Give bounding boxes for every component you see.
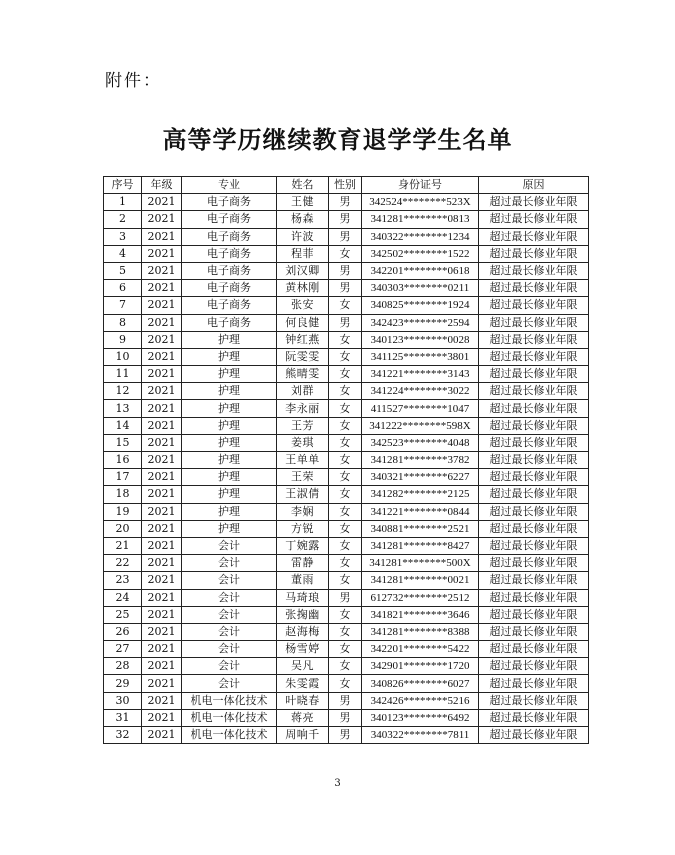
cell-grade: 2021 [142,572,182,589]
cell-id-number: 341125********3801 [362,348,479,365]
cell-name: 王荣 [277,469,329,486]
cell-name: 程菲 [277,245,329,262]
cell-grade: 2021 [142,452,182,469]
cell-reason: 超过最长修业年限 [479,623,589,640]
table-row [104,348,589,365]
cell-gender: 女 [329,331,362,348]
cell-id-number: 342201********5422 [362,641,479,658]
table-row [104,572,589,589]
cell-id-number: 342901********1720 [362,658,479,675]
cell-id-number: 340826********6027 [362,675,479,692]
table-row [104,400,589,417]
cell-major: 护理 [182,383,277,400]
cell-major: 机电一体化技术 [182,709,277,726]
cell-major: 电子商务 [182,314,277,331]
cell-grade: 2021 [142,383,182,400]
cell-name: 王淑倩 [277,486,329,503]
table-row [104,452,589,469]
attachment-label: 附件： [105,71,162,91]
cell-name: 丁婉露 [277,537,329,554]
cell-reason: 超过最长修业年限 [479,589,589,606]
cell-index: 31 [104,709,142,726]
cell-major: 护理 [182,366,277,383]
cell-grade: 2021 [142,211,182,228]
cell-major: 电子商务 [182,245,277,262]
table-row [104,555,589,572]
cell-major: 护理 [182,520,277,537]
cell-index: 17 [104,469,142,486]
cell-name: 王单单 [277,452,329,469]
cell-gender: 女 [329,623,362,640]
cell-id-number: 341821********3646 [362,606,479,623]
cell-index: 26 [104,623,142,640]
cell-index: 32 [104,727,142,744]
cell-major: 护理 [182,348,277,365]
table-row [104,280,589,297]
cell-major: 电子商务 [182,211,277,228]
cell-gender: 男 [329,709,362,726]
cell-gender: 女 [329,366,362,383]
table-body [104,194,589,744]
table-row [104,503,589,520]
table-row [104,366,589,383]
cell-id-number: 342524********523X [362,194,479,211]
cell-index: 13 [104,400,142,417]
cell-name: 刘汉卿 [277,262,329,279]
cell-gender: 女 [329,434,362,451]
cell-reason: 超过最长修业年限 [479,572,589,589]
cell-gender: 女 [329,297,362,314]
table-row [104,262,589,279]
cell-gender: 女 [329,400,362,417]
cell-major: 电子商务 [182,194,277,211]
cell-name: 蒋亮 [277,709,329,726]
cell-index: 19 [104,503,142,520]
cell-index: 7 [104,297,142,314]
cell-id-number: 341281********0813 [362,211,479,228]
cell-index: 5 [104,262,142,279]
table-row [104,211,589,228]
cell-id-number: 340825********1924 [362,297,479,314]
column-header-gender: 性别 [329,177,362,194]
cell-id-number: 340123********0028 [362,331,479,348]
table-row [104,331,589,348]
cell-grade: 2021 [142,297,182,314]
cell-name: 阮雯雯 [277,348,329,365]
cell-reason: 超过最长修业年限 [479,520,589,537]
cell-id-number: 341281********3782 [362,452,479,469]
cell-id-number: 342423********2594 [362,314,479,331]
cell-gender: 男 [329,211,362,228]
cell-id-number: 342426********5216 [362,692,479,709]
cell-grade: 2021 [142,520,182,537]
document-title: 高等学历继续教育退学学生名单 [162,125,513,154]
cell-id-number: 341281********500X [362,555,479,572]
cell-id-number: 411527********1047 [362,400,479,417]
cell-name: 张安 [277,297,329,314]
cell-grade: 2021 [142,555,182,572]
cell-grade: 2021 [142,400,182,417]
cell-index: 4 [104,245,142,262]
cell-name: 许波 [277,228,329,245]
cell-major: 电子商务 [182,262,277,279]
cell-major: 电子商务 [182,228,277,245]
cell-index: 15 [104,434,142,451]
cell-major: 护理 [182,434,277,451]
cell-grade: 2021 [142,331,182,348]
page-number: 3 [334,778,341,789]
table-row [104,314,589,331]
cell-grade: 2021 [142,314,182,331]
cell-index: 2 [104,211,142,228]
cell-id-number: 341281********8388 [362,623,479,640]
cell-grade: 2021 [142,434,182,451]
cell-gender: 男 [329,194,362,211]
cell-grade: 2021 [142,503,182,520]
cell-reason: 超过最长修业年限 [479,245,589,262]
cell-name: 雷静 [277,555,329,572]
cell-major: 会计 [182,623,277,640]
table-row [104,469,589,486]
cell-reason: 超过最长修业年限 [479,383,589,400]
cell-gender: 女 [329,555,362,572]
cell-gender: 女 [329,537,362,554]
cell-name: 杨雪婷 [277,641,329,658]
cell-index: 12 [104,383,142,400]
cell-name: 杨森 [277,211,329,228]
cell-reason: 超过最长修业年限 [479,348,589,365]
cell-id-number: 341281********0021 [362,572,479,589]
cell-name: 李娴 [277,503,329,520]
cell-grade: 2021 [142,675,182,692]
cell-index: 6 [104,280,142,297]
column-header-reason: 原因 [479,177,589,194]
cell-id-number: 341222********598X [362,417,479,434]
cell-name: 张掬幽 [277,606,329,623]
cell-grade: 2021 [142,417,182,434]
cell-gender: 女 [329,658,362,675]
cell-major: 会计 [182,675,277,692]
column-header-major: 专业 [182,177,277,194]
cell-name: 吴凡 [277,658,329,675]
cell-reason: 超过最长修业年限 [479,555,589,572]
cell-reason: 超过最长修业年限 [479,503,589,520]
cell-major: 护理 [182,503,277,520]
cell-major: 护理 [182,331,277,348]
cell-gender: 男 [329,262,362,279]
table-row [104,297,589,314]
cell-reason: 超过最长修业年限 [479,400,589,417]
cell-gender: 女 [329,452,362,469]
cell-name: 熊晴雯 [277,366,329,383]
cell-reason: 超过最长修业年限 [479,641,589,658]
cell-gender: 女 [329,245,362,262]
cell-grade: 2021 [142,692,182,709]
table-row [104,245,589,262]
cell-grade: 2021 [142,641,182,658]
cell-name: 赵海梅 [277,623,329,640]
table-row [104,727,589,744]
cell-index: 27 [104,641,142,658]
cell-major: 护理 [182,469,277,486]
cell-gender: 男 [329,727,362,744]
cell-major: 会计 [182,658,277,675]
cell-name: 刘群 [277,383,329,400]
cell-reason: 超过最长修业年限 [479,280,589,297]
cell-grade: 2021 [142,262,182,279]
cell-reason: 超过最长修业年限 [479,228,589,245]
cell-name: 董雨 [277,572,329,589]
cell-grade: 2021 [142,589,182,606]
cell-gender: 女 [329,606,362,623]
table-row [104,692,589,709]
cell-reason: 超过最长修业年限 [479,262,589,279]
cell-index: 23 [104,572,142,589]
cell-index: 14 [104,417,142,434]
cell-name: 何良健 [277,314,329,331]
table-row [104,658,589,675]
cell-index: 9 [104,331,142,348]
cell-name: 王芳 [277,417,329,434]
cell-reason: 超过最长修业年限 [479,331,589,348]
cell-id-number: 340881********2521 [362,520,479,537]
cell-grade: 2021 [142,469,182,486]
cell-major: 机电一体化技术 [182,692,277,709]
cell-index: 29 [104,675,142,692]
cell-major: 电子商务 [182,297,277,314]
table-row [104,486,589,503]
cell-name: 钟红燕 [277,331,329,348]
cell-gender: 女 [329,486,362,503]
table-header-row [104,177,589,194]
cell-gender: 女 [329,675,362,692]
cell-index: 10 [104,348,142,365]
cell-reason: 超过最长修业年限 [479,452,589,469]
cell-id-number: 341282********2125 [362,486,479,503]
cell-name: 黄林刚 [277,280,329,297]
cell-grade: 2021 [142,658,182,675]
cell-reason: 超过最长修业年限 [479,469,589,486]
cell-reason: 超过最长修业年限 [479,537,589,554]
cell-id-number: 340322********1234 [362,228,479,245]
cell-grade: 2021 [142,280,182,297]
cell-reason: 超过最长修业年限 [479,658,589,675]
cell-reason: 超过最长修业年限 [479,727,589,744]
cell-reason: 超过最长修业年限 [479,314,589,331]
table-row [104,589,589,606]
cell-gender: 男 [329,228,362,245]
table-row [104,606,589,623]
cell-id-number: 340321********6227 [362,469,479,486]
cell-major: 机电一体化技术 [182,727,277,744]
cell-major: 会计 [182,555,277,572]
cell-gender: 男 [329,589,362,606]
cell-grade: 2021 [142,245,182,262]
cell-id-number: 341224********3022 [362,383,479,400]
cell-index: 8 [104,314,142,331]
column-header-grade: 年级 [142,177,182,194]
cell-id-number: 342502********1522 [362,245,479,262]
cell-index: 16 [104,452,142,469]
cell-gender: 男 [329,692,362,709]
cell-grade: 2021 [142,486,182,503]
cell-index: 30 [104,692,142,709]
cell-index: 1 [104,194,142,211]
cell-name: 朱雯霞 [277,675,329,692]
column-header-name: 姓名 [277,177,329,194]
cell-index: 3 [104,228,142,245]
cell-index: 25 [104,606,142,623]
cell-reason: 超过最长修业年限 [479,434,589,451]
table-row [104,537,589,554]
table-row [104,417,589,434]
cell-index: 21 [104,537,142,554]
column-header-index: 序号 [104,177,142,194]
cell-major: 会计 [182,641,277,658]
cell-gender: 女 [329,469,362,486]
cell-grade: 2021 [142,228,182,245]
table-row [104,675,589,692]
cell-gender: 女 [329,572,362,589]
cell-grade: 2021 [142,727,182,744]
table-row [104,709,589,726]
withdrawal-students-table [103,176,589,744]
cell-id-number: 612732********2512 [362,589,479,606]
cell-name: 叶晓春 [277,692,329,709]
cell-reason: 超过最长修业年限 [479,675,589,692]
cell-reason: 超过最长修业年限 [479,297,589,314]
cell-gender: 女 [329,520,362,537]
cell-index: 22 [104,555,142,572]
cell-id-number: 341281********8427 [362,537,479,554]
cell-major: 会计 [182,606,277,623]
cell-gender: 男 [329,280,362,297]
cell-name: 王健 [277,194,329,211]
cell-id-number: 340303********0211 [362,280,479,297]
cell-major: 护理 [182,452,277,469]
cell-id-number: 340123********6492 [362,709,479,726]
cell-major: 护理 [182,400,277,417]
cell-gender: 女 [329,641,362,658]
cell-grade: 2021 [142,537,182,554]
cell-reason: 超过最长修业年限 [479,211,589,228]
cell-major: 护理 [182,486,277,503]
table-row [104,228,589,245]
cell-name: 姜琪 [277,434,329,451]
table-row [104,623,589,640]
cell-gender: 女 [329,348,362,365]
cell-index: 20 [104,520,142,537]
cell-major: 会计 [182,572,277,589]
cell-id-number: 340322********7811 [362,727,479,744]
cell-major: 会计 [182,537,277,554]
cell-reason: 超过最长修业年限 [479,606,589,623]
cell-index: 28 [104,658,142,675]
cell-name: 马琦琅 [277,589,329,606]
cell-gender: 女 [329,503,362,520]
cell-grade: 2021 [142,348,182,365]
cell-grade: 2021 [142,709,182,726]
cell-reason: 超过最长修业年限 [479,194,589,211]
cell-grade: 2021 [142,366,182,383]
column-header-id-number: 身份证号 [362,177,479,194]
cell-gender: 女 [329,417,362,434]
cell-reason: 超过最长修业年限 [479,709,589,726]
cell-grade: 2021 [142,606,182,623]
cell-id-number: 342523********4048 [362,434,479,451]
cell-id-number: 341221********3143 [362,366,479,383]
table-row [104,434,589,451]
cell-gender: 男 [329,314,362,331]
cell-major: 护理 [182,417,277,434]
cell-grade: 2021 [142,194,182,211]
cell-major: 会计 [182,589,277,606]
cell-index: 18 [104,486,142,503]
table-row [104,383,589,400]
cell-reason: 超过最长修业年限 [479,366,589,383]
cell-name: 周响千 [277,727,329,744]
cell-reason: 超过最长修业年限 [479,692,589,709]
table-row [104,641,589,658]
table-row [104,194,589,211]
table-row [104,520,589,537]
cell-name: 方锐 [277,520,329,537]
cell-gender: 女 [329,383,362,400]
cell-id-number: 342201********0618 [362,262,479,279]
cell-major: 电子商务 [182,280,277,297]
cell-reason: 超过最长修业年限 [479,486,589,503]
cell-grade: 2021 [142,623,182,640]
cell-reason: 超过最长修业年限 [479,417,589,434]
cell-index: 11 [104,366,142,383]
cell-name: 李永丽 [277,400,329,417]
cell-id-number: 341221********0844 [362,503,479,520]
cell-index: 24 [104,589,142,606]
